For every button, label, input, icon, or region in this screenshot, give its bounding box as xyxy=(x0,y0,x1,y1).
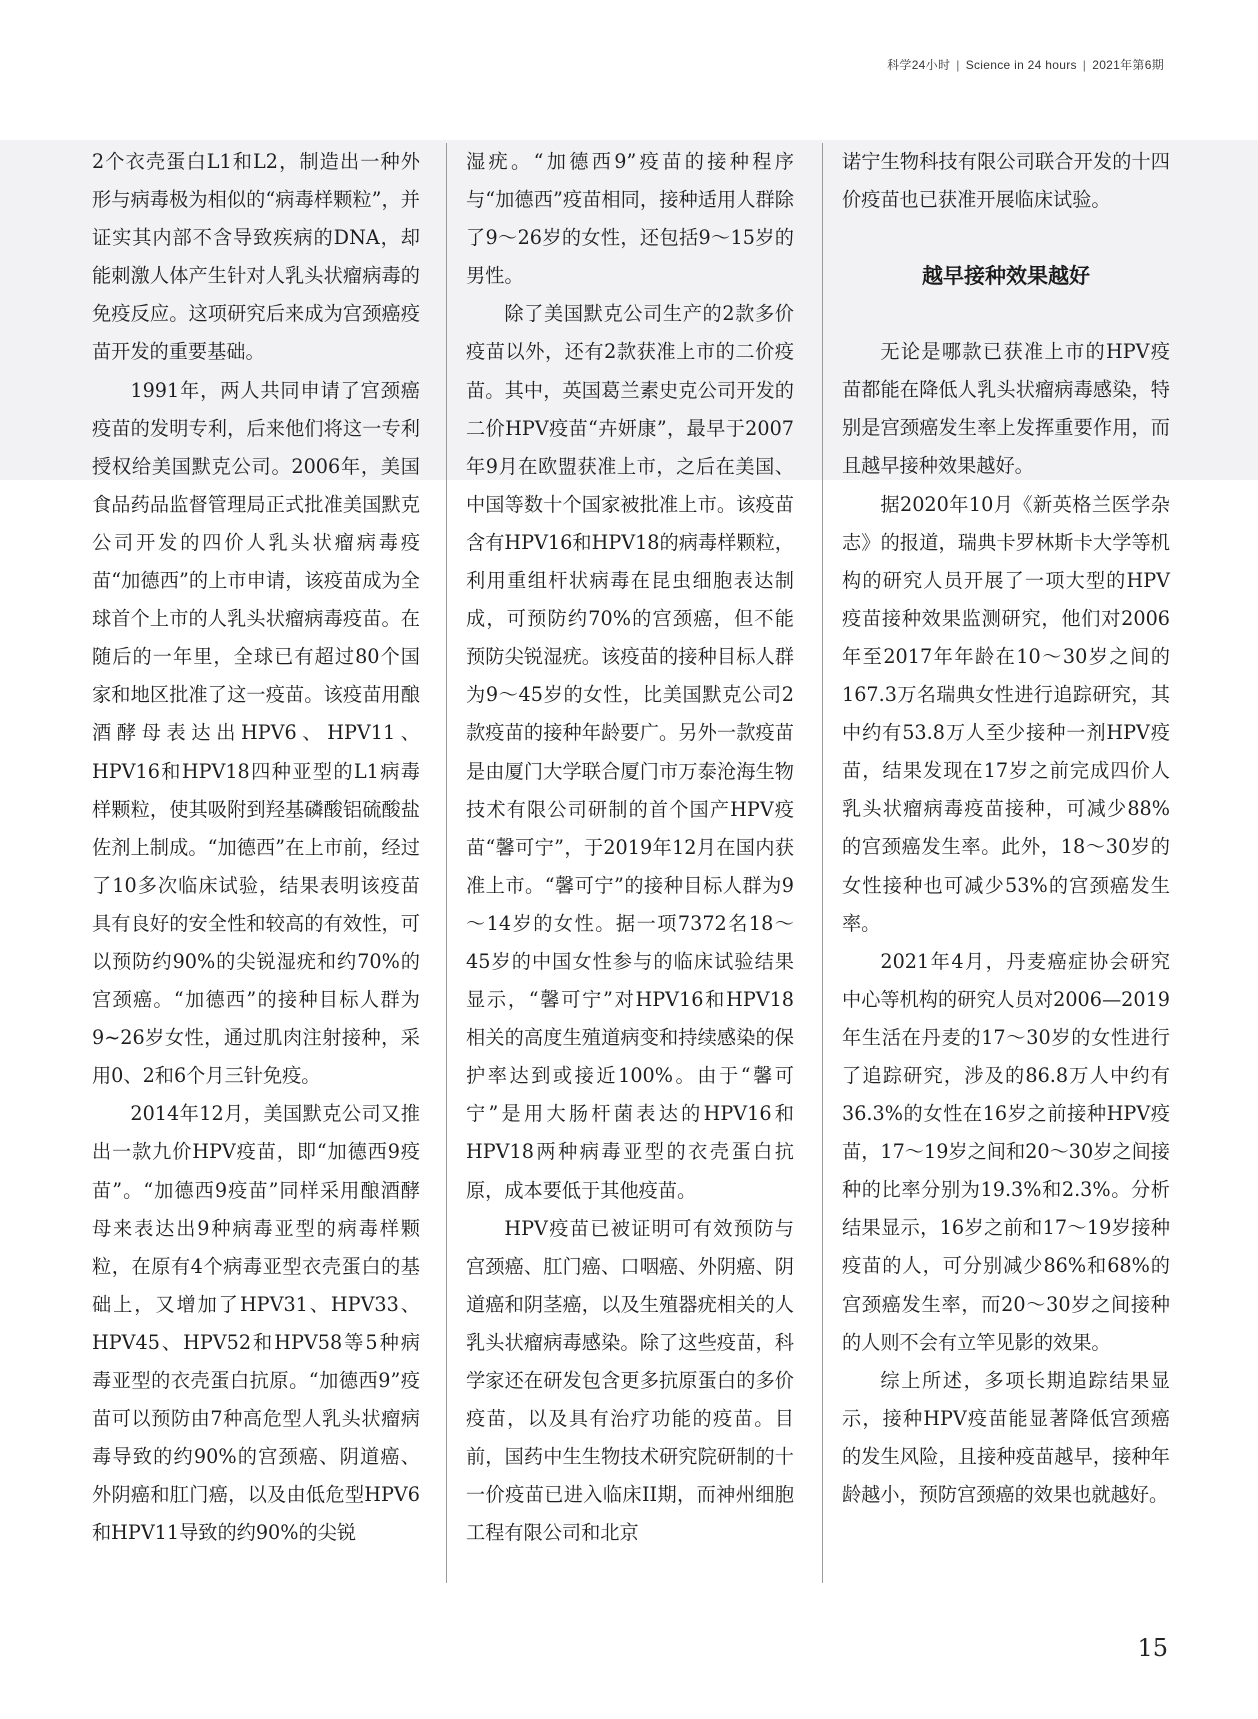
paragraph: 无论是哪款已获准上市的HPV疫苗都能在降低人乳头状瘤病毒感染，特别是宫颈癌发生率上发挥重要作用，而且越早接种效果越好。 xyxy=(842,340,1170,478)
paragraph: HPV疫苗已被证明可有效预防与宫颈癌、肛门癌、口咽癌、外阴癌、阴道癌和阴茎癌，以及生殖器疣相关的人乳头状瘤病毒感染。除了这些疫苗，科学家还在研发包含更多抗原蛋白的多价疫苗，以及具有治疗功能的疫苗。目前，国药中生生物技术研究院研制的十一价疫苗已进入临床II期，而神州细胞工程有限公司和北京 xyxy=(466,1216,794,1545)
header-separator: | xyxy=(1082,58,1087,72)
paragraph: 2021年4月，丹麦癌症协会研究中心等机构的研究人员对2006—2019年生活在丹麦的17～30岁的女性进行了追踪研究，涉及的86.8万人中约有36.3%的女性在16岁之前接种HPV疫苗，17～19岁之间和20～30岁之间接种的比率分别为19.3%和2.3%。分析结果显示，16岁之前和17～19岁接种疫苗的人，可分别减少86%和68%的宫颈癌发生率，而20～30岁之间接种的人则不会有立竿见影的效果。 xyxy=(842,949,1170,1354)
issue-label: 2021年第6期 xyxy=(1092,58,1164,72)
header-separator: | xyxy=(956,58,960,72)
column-divider xyxy=(822,143,823,1583)
paragraph: 据2020年10月《新英格兰医学杂志》的报道，瑞典卡罗林斯卡大学等机构的研究人员开展了一项大型的HPV疫苗接种效果监测研究，他们对2006年至2017年年龄在10～30岁之间的167.3万名瑞典女性进行追踪研究，其中约有53.8万人至少接种一剂HPV疫苗，结果发现在17岁之前完成四价人乳头状瘤病毒疫苗接种，可减少88%的宫颈癌发生率。此外，18～30岁的女性接种也可减少53%的宫颈癌发生率。 xyxy=(842,492,1170,935)
paragraph: 2014年12月，美国默克公司又推出一款九价HPV疫苗，即“加德西9疫苗”。“加德西9疫苗”同样采用酿酒酵母来表达出9种病毒亚型的病毒样颗粒，在原有4个病毒亚型衣壳蛋白的基础上，又增加了HPV31、HPV33、HPV45、HPV52和HPV58等5种病毒亚型的衣壳蛋白抗原。“加德西9”疫苗可以预防由7种高危型人乳头状瘤病毒导致的约90%的宫颈癌、阴道癌、外阴癌和肛门癌，以及由低危型HPV6和HPV11导致的约90%的尖锐 xyxy=(92,1102,420,1545)
text-column-2 xyxy=(466,143,794,1552)
paragraph: 1991年，两人共同申请了宫颈癌疫苗的发明专利，后来他们将这一专利授权给美国默克公司。2006年，美国食品药品监督管理局正式批准美国默克公司开发的四价人乳头状瘤病毒疫苗“加德西”的上市申请，该疫苗成为全球首个上市的人乳头状瘤病毒疫苗。在随后的一年里，全球已有超过80个国家和地区批准了这一疫苗。该疫苗用酿酒酵母表达出HPV6、HPV11、HPV16和HPV18四种亚型的L1病毒样颗粒，使其吸附到羟基磷酸铝硫酸盐佐剂上制成。“加德西”在上市前，经过了10多次临床试验，结果表明该疫苗具有良好的安全性和较高的有效性，可以预防约90%的尖锐湿疣和约70%的宫颈癌。“加德西”的接种目标人群为9~26岁女性，通过肌肉注射接种，采用0、2和6个月三针免疫。 xyxy=(92,378,420,1088)
section-heading: 越早接种效果越好 xyxy=(922,264,1090,289)
paragraph: 诺宁生物科技有限公司联合开发的十四价疫苗也已获准开展临床试验。 xyxy=(842,150,1170,212)
column-divider xyxy=(446,143,447,1583)
text-column-1 xyxy=(92,143,420,1552)
running-header xyxy=(887,56,1164,73)
journal-name: 科学24小时 xyxy=(887,58,951,72)
paragraph: 综上所述，多项长期追踪结果显示，接种HPV疫苗能显著降低宫颈癌的发生风险，且接种疫苗越早，接种年龄越小，预防宫颈癌的效果也就越好。 xyxy=(842,1368,1170,1506)
page-number: 15 xyxy=(1137,1634,1168,1662)
journal-english-name: Science in 24 hours xyxy=(965,58,1077,72)
paragraph: 除了美国默克公司生产的2款多价疫苗以外，还有2款获准上市的二价疫苗。其中，英国葛兰素史克公司开发的二价HPV疫苗“卉妍康”，最早于2007年9月在欧盟获准上市，之后在美国、中国等数十个国家被批准上市。该疫苗含有HPV16和HPV18的病毒样颗粒，利用重组杆状病毒在昆虫细胞表达制成，可预防约70%的宫颈癌，但不能预防尖锐湿疣。该疫苗的接种目标人群为9～45岁的女性，比美国默克公司2款疫苗的接种年龄要广。另外一款疫苗是由厦门大学联合厦门市万泰沧海生物技术有限公司研制的首个国产HPV疫苗“馨可宁”，于2019年12月在国内获准上市。“馨可宁”的接种目标人群为9～14岁的女性。据一项7372名18～45岁的中国女性参与的临床试验结果显示，“馨可宁”对HPV16和HPV18相关的高度生殖道病变和持续感染的保护率达到或接近100%。由于“馨可宁”是用大肠杆菌表达的HPV16和HPV18两种病毒亚型的衣壳蛋白抗原，成本要低于其他疫苗。 xyxy=(466,302,794,1202)
paragraph: 湿疣。“加德西9”疫苗的接种程序与“加德西”疫苗相同，接种适用人群除了9～26岁的女性，还包括9～15岁的男性。 xyxy=(466,150,794,288)
text-column-3 xyxy=(842,143,1170,1514)
paragraph: 2个衣壳蛋白L1和L2，制造出一种外形与病毒极为相似的“病毒样颗粒”，并证实其内部不含导致疾病的DNA，却能刺激人体产生针对人乳头状瘤病毒的免疫反应。这项研究后来成为宫颈癌疫苗开发的重要基础。 xyxy=(92,150,420,364)
